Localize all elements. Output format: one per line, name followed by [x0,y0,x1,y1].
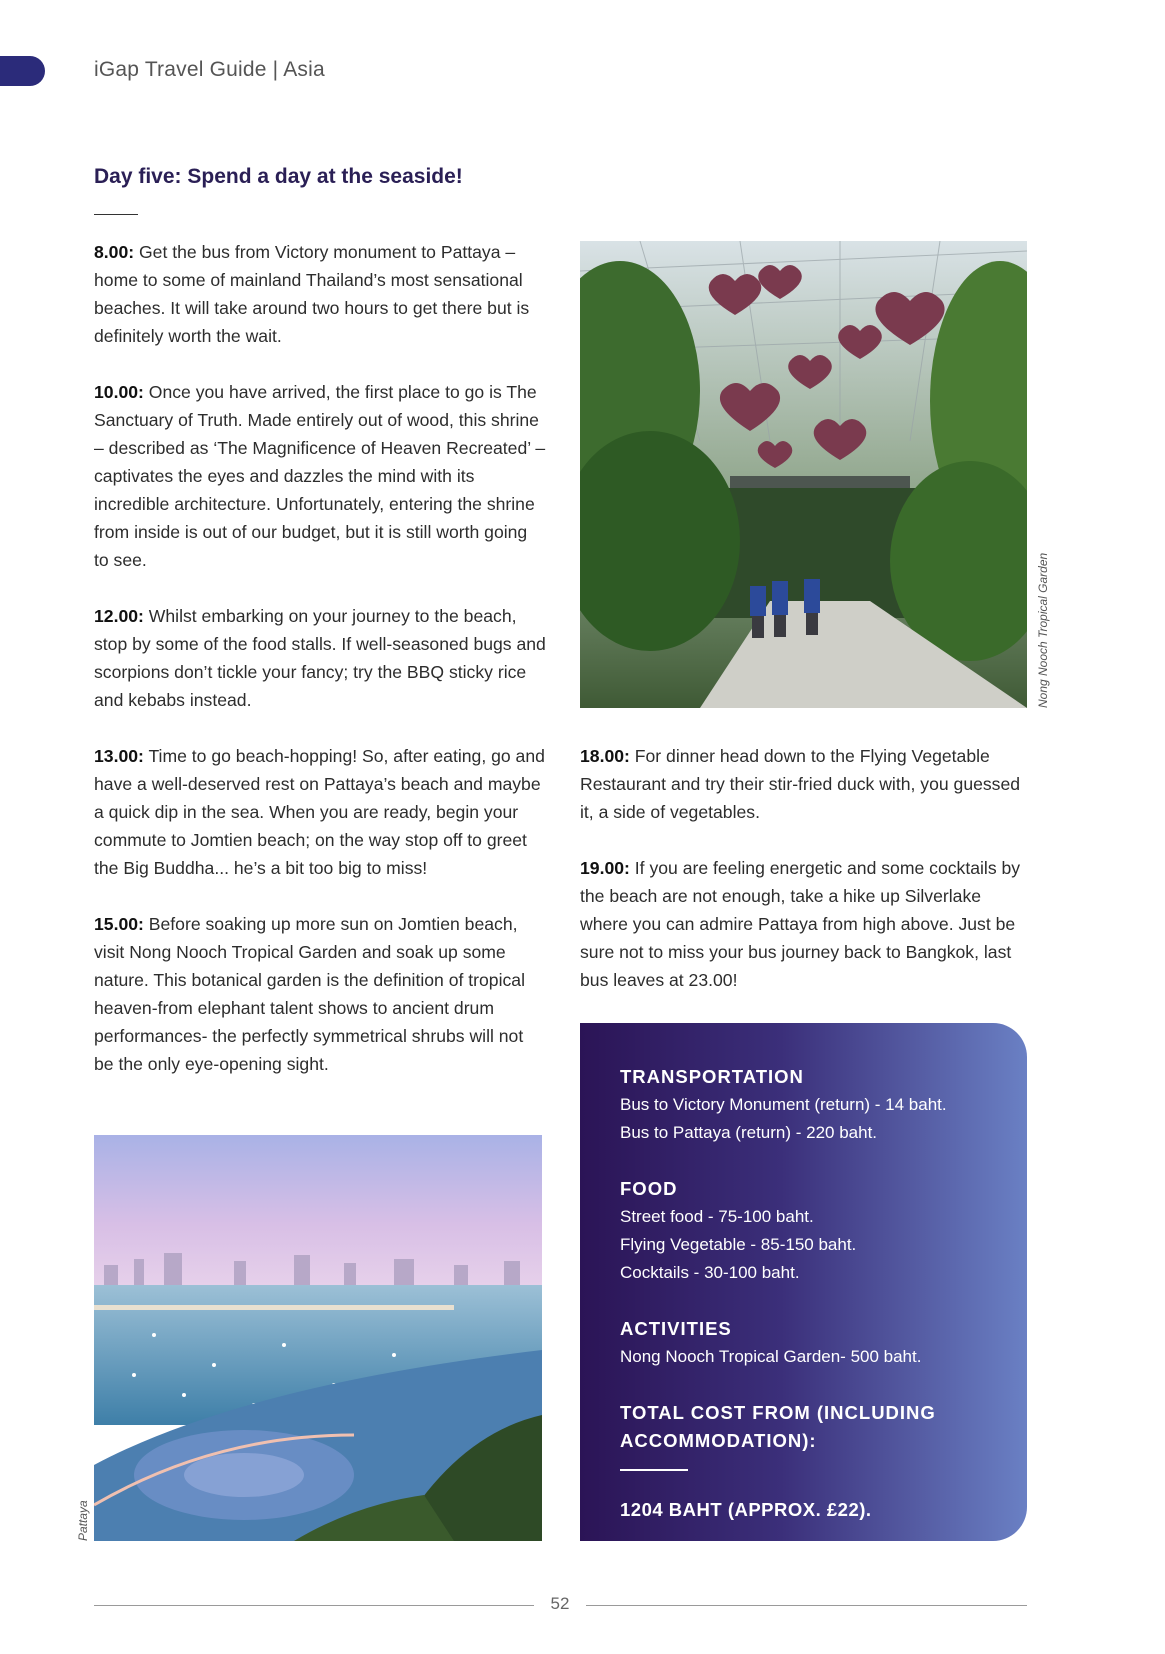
cost-section-title: TRANSPORTATION [620,1066,804,1087]
total-cost-label: TOTAL COST FROM (INCLUDING ACCOMMODATION): [620,1402,936,1451]
itinerary-entry [580,854,1032,994]
page-number: 52 [550,1594,570,1613]
entry-time: 10.00: [94,382,144,402]
cost-item: Nong Nooch Tropical Garden- 500 baht. [620,1347,922,1366]
itinerary-entry [94,378,546,574]
cost-section-title: FOOD [620,1178,678,1199]
itinerary-entry [94,238,546,350]
entry-text: Time to go beach-hopping! So, after eating, go and have a well-deserved rest on Pattaya’s beach and maybe a quick dip in the sea. When you are ready, begin your commute to Jomtien beach; on the way stop off to greet the Big Buddha... he’s a bit too big to miss! [94,746,545,878]
entry-text: If you are feeling energetic and some cocktails by the beach are not enough, take a hike up Silverlake where you can admire Pattaya from high above. Just be sure not to miss your bus journey back to Bangkok, last bus leaves at 23.00! [580,858,1021,990]
cost-item: Flying Vegetable - 85-150 baht. [620,1235,857,1254]
entry-text: Whilst embarking on your journey to the beach, stop by some of the food stalls. If well-seasoned bugs and scorpions don’t tickle your fancy; try the BBQ sticky rice and kebabs instead. [94,606,546,710]
itinerary-entry [94,910,546,1078]
cost-item: Bus to Victory Monument (return) - 14 baht. [620,1095,947,1114]
entry-time: 12.00: [94,606,144,626]
cost-section-transportation [620,1063,1000,1147]
entry-time: 8.00: [94,242,135,262]
total-cost-value: 1204 BAHT (APPROX. £22). [620,1499,872,1520]
itinerary-entry [94,742,546,882]
entry-time: 19.00: [580,858,630,878]
footer-rule-right [586,1605,1027,1606]
itinerary-right-column [580,742,1032,1022]
itinerary-left-column [94,238,546,1106]
total-divider [620,1469,688,1471]
pattaya-photo [94,1135,542,1541]
entry-text: For dinner head down to the Flying Vegetable Restaurant and try their stir-fried duck with, you guessed it, a side of vegetables. [580,746,1021,822]
pattaya-photo-caption: Pattaya [76,1500,90,1541]
entry-time: 15.00: [94,914,144,934]
running-header: iGap Travel Guide | Asia [94,58,325,81]
itinerary-entry [580,742,1032,826]
day-heading: Day five: Spend a day at the seaside! [94,165,463,188]
garden-photo-caption: Nong Nooch Tropical Garden [1036,552,1050,708]
cost-item: Street food - 75-100 baht. [620,1207,814,1226]
cost-section-title: ACTIVITIES [620,1318,732,1339]
entry-time: 13.00: [94,746,144,766]
garden-photo [580,241,1027,708]
entry-text: Get the bus from Victory monument to Pattaya – home to some of mainland Thailand’s most sensational beaches. It will take around two hours to get there but is definitely worth the wait. [94,242,530,346]
cost-section-food [620,1175,1000,1287]
itinerary-entry [94,602,546,714]
entry-text: Before soaking up more sun on Jomtien beach, visit Nong Nooch Tropical Garden and soak up some nature. This botanical garden is the definition of tropical heaven-from elephant talent shows to ancient drum performances- the perfectly symmetrical shrubs will not be the only eye-opening sight. [94,914,525,1074]
entry-text: Once you have arrived, the first place to go is The Sanctuary of Truth. Made entirely out of wood, this shrine – described as ‘The Magnificence of Heaven Recreated’ – captivates the eyes and dazzles the mind with its incredible architecture. Unfortunately, entering the shrine from inside is out of our budget, but it is still worth going to see. [94,382,546,570]
cost-item: Cocktails - 30-100 baht. [620,1263,800,1282]
page-tab-marker [0,56,45,86]
cost-summary-box [580,1023,1027,1541]
entry-time: 18.00: [580,746,630,766]
heading-divider [94,214,138,215]
cost-item: Bus to Pattaya (return) - 220 baht. [620,1123,878,1142]
footer-rule-left [94,1605,534,1606]
cost-summary-content [620,1063,1000,1521]
cost-section-activities [620,1315,1000,1371]
